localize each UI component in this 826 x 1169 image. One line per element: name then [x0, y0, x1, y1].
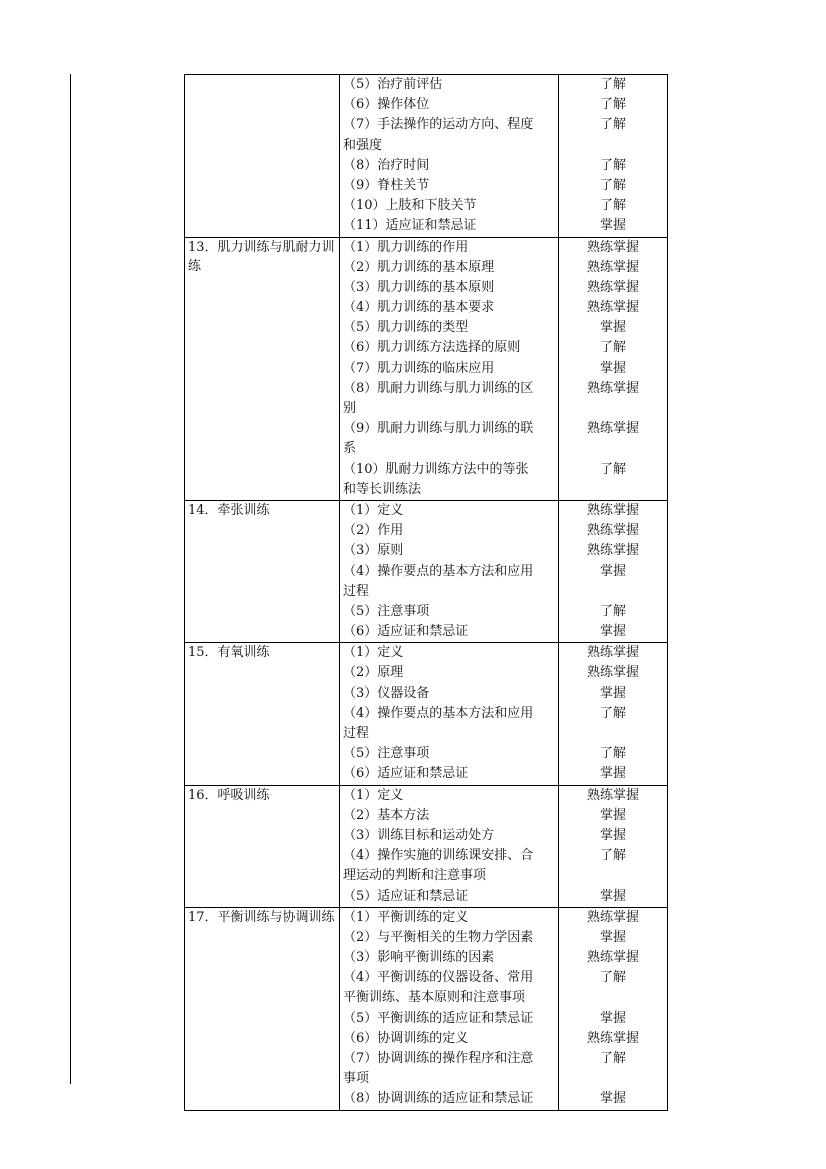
level-text: 熟练掌握: [586, 380, 639, 396]
item-text-line: （1）定义: [343, 645, 404, 661]
item-text-line: （5）肌力训练的类型: [343, 320, 469, 336]
level-text: 了解: [599, 848, 626, 864]
item-text-line: （10）上肢和下肢关节: [343, 198, 477, 214]
item-text-line: （11）适应证和禁忌证: [343, 218, 477, 234]
item-text-line: （8）协调训练的适应证和禁忌证: [343, 1091, 534, 1107]
section-row: [185, 785, 668, 907]
topic-cell: [185, 75, 340, 238]
item-text-line: 平衡训练、基本原则和注意事项: [343, 990, 526, 1006]
level-text: 掌握: [599, 218, 626, 234]
item-text-line: （8）治疗时间: [343, 157, 430, 173]
item-text-line: （3）肌力训练的基本原则: [343, 279, 495, 295]
syllabus-table: [184, 74, 668, 1111]
level-cell: [559, 907, 668, 1110]
level-text: 了解: [599, 603, 626, 619]
level-text: 熟练掌握: [586, 665, 639, 681]
level-text: 了解: [599, 177, 626, 193]
item-text-line: （4）肌力训练的基本要求: [343, 300, 495, 316]
item-text-line: （5）平衡训练的适应证和禁忌证: [343, 1010, 534, 1026]
item-text-line: （2）基本方法: [343, 807, 430, 823]
item-text-line: （5）注意事项: [343, 746, 430, 762]
item-text-line: （9）脊柱关节: [343, 177, 430, 193]
item-cell: [340, 643, 559, 785]
level-text: 熟练掌握: [586, 787, 639, 803]
item-text-line: （9）肌耐力训练与肌力训练的联: [343, 421, 534, 437]
level-text: 熟练掌握: [586, 523, 639, 539]
item-text-line: （6）适应证和禁忌证: [343, 766, 469, 782]
level-text: 了解: [599, 77, 626, 92]
level-spacer: [562, 866, 664, 886]
item-text-line: （3）训练目标和运动处方: [343, 827, 495, 843]
level-text: 掌握: [599, 563, 626, 579]
level-text: 掌握: [599, 1010, 626, 1026]
level-text: 熟练掌握: [586, 645, 639, 661]
level-text: 熟练掌握: [586, 239, 639, 255]
item-text-line: （6）适应证和禁忌证: [343, 624, 469, 640]
item-text-line: 事项: [343, 1071, 370, 1087]
item-text-line: （7）手法操作的运动方向、程度: [343, 117, 534, 133]
item-text-line: （1）定义: [343, 502, 404, 518]
level-cell: [559, 237, 668, 500]
syllabus-body: [185, 75, 668, 1111]
level-cell: [559, 643, 668, 785]
level-spacer: [562, 439, 664, 459]
section-row: [185, 500, 668, 642]
level-text: 熟练掌握: [586, 502, 639, 518]
item-cell: [340, 785, 559, 907]
level-text: 熟练掌握: [586, 300, 639, 316]
item-text-line: （6）肌力训练方法选择的原则: [343, 340, 521, 356]
topic-cell: 16．呼吸训练: [185, 785, 340, 907]
level-text: 掌握: [599, 827, 626, 843]
item-text-line: （4）操作要点的基本方法和应用: [343, 563, 534, 579]
level-cell: [559, 75, 668, 238]
item-text-line: 别: [343, 401, 357, 416]
item-text-line: 过程: [343, 583, 370, 599]
item-text-line: （7）协调训练的操作程序和注意: [343, 1051, 534, 1066]
level-text: 掌握: [599, 766, 626, 782]
item-text-line: （4）操作实施的训练课安排、合: [343, 848, 534, 864]
section-row: [185, 75, 668, 238]
item-text-line: （2）原理: [343, 665, 404, 681]
item-text-line: （10）肌耐力训练方法中的等张: [343, 461, 529, 477]
level-text: 熟练掌握: [586, 259, 639, 275]
level-text: 了解: [599, 746, 626, 762]
item-text-line: （2）与平衡相关的生物力学因素: [343, 929, 534, 945]
level-text: 了解: [599, 117, 626, 133]
level-text: 掌握: [599, 888, 626, 904]
level-text: 了解: [599, 198, 626, 214]
item-text-line: （5）适应证和禁忌证: [343, 888, 469, 904]
level-text: 了解: [599, 705, 626, 721]
level-text: 掌握: [599, 807, 626, 823]
item-cell: [340, 500, 559, 642]
level-text: 熟练掌握: [586, 421, 639, 437]
item-text-line: （8）肌耐力训练与肌力训练的区: [343, 380, 534, 396]
topic-cell: 13．肌力训练与肌耐力训练: [185, 237, 340, 500]
item-text-line: （1）定义: [343, 787, 404, 803]
item-text-line: （3）影响平衡训练的因素: [343, 950, 495, 966]
item-text-line: 系: [343, 441, 357, 457]
level-spacer: [562, 480, 664, 500]
level-text: 掌握: [599, 320, 626, 336]
level-spacer: [562, 582, 664, 602]
item-text-line: （7）肌力训练的临床应用: [343, 360, 495, 376]
level-text: 熟练掌握: [586, 279, 639, 295]
item-text-line: （6）操作体位: [343, 97, 430, 113]
item-text-line: （2）作用: [343, 523, 404, 539]
section-row: [185, 643, 668, 785]
level-text: 掌握: [599, 929, 626, 945]
level-cell: [559, 785, 668, 907]
item-text-line: （5）治疗前评估: [343, 77, 443, 92]
level-text: 了解: [599, 340, 626, 356]
level-text: 熟练掌握: [586, 909, 639, 925]
item-text-line: （5）注意事项: [343, 603, 430, 619]
level-spacer: [562, 988, 664, 1008]
level-text: 了解: [599, 97, 626, 113]
item-text-line: （1）平衡训练的定义: [343, 909, 469, 925]
item-text-line: 和强度: [343, 137, 383, 153]
level-text: 了解: [599, 970, 626, 986]
item-text-line: （4）平衡训练的仪器设备、常用: [343, 970, 534, 986]
level-text: 了解: [599, 461, 626, 477]
level-text: 掌握: [599, 685, 626, 701]
item-text-line: （2）肌力训练的基本原理: [343, 259, 495, 275]
item-cell: [340, 75, 559, 238]
item-text-line: （1）肌力训练的作用: [343, 239, 469, 255]
item-cell: [340, 237, 559, 500]
level-text: 掌握: [599, 360, 626, 376]
item-text-line: （3）仪器设备: [343, 685, 430, 701]
level-text: 了解: [599, 1051, 626, 1066]
left-margin-rule: [70, 74, 71, 1084]
item-text-line: 和等长训练法: [343, 481, 422, 497]
level-text: 掌握: [599, 624, 626, 640]
level-text: 掌握: [599, 1091, 626, 1107]
item-text-line: （4）操作要点的基本方法和应用: [343, 705, 534, 721]
topic-cell: 17．平衡训练与协调训练: [185, 907, 340, 1110]
level-spacer: [562, 399, 664, 419]
level-spacer: [562, 724, 664, 744]
level-text: 熟练掌握: [586, 950, 639, 966]
level-spacer: [562, 136, 664, 156]
section-row: [185, 237, 668, 500]
level-text: 熟练掌握: [586, 1030, 639, 1046]
item-text-line: 过程: [343, 726, 370, 741]
level-spacer: [562, 1069, 664, 1089]
level-cell: [559, 500, 668, 642]
topic-cell: 15．有氧训练: [185, 643, 340, 785]
topic-cell: 14．牵张训练: [185, 500, 340, 642]
level-text: 了解: [599, 157, 626, 173]
item-text-line: 理运动的判断和注意事项: [343, 868, 487, 884]
item-cell: [340, 907, 559, 1110]
section-row: [185, 907, 668, 1110]
item-text-line: （6）协调训练的定义: [343, 1030, 469, 1046]
level-text: 熟练掌握: [586, 543, 639, 559]
item-text-line: （3）原则: [343, 543, 404, 559]
